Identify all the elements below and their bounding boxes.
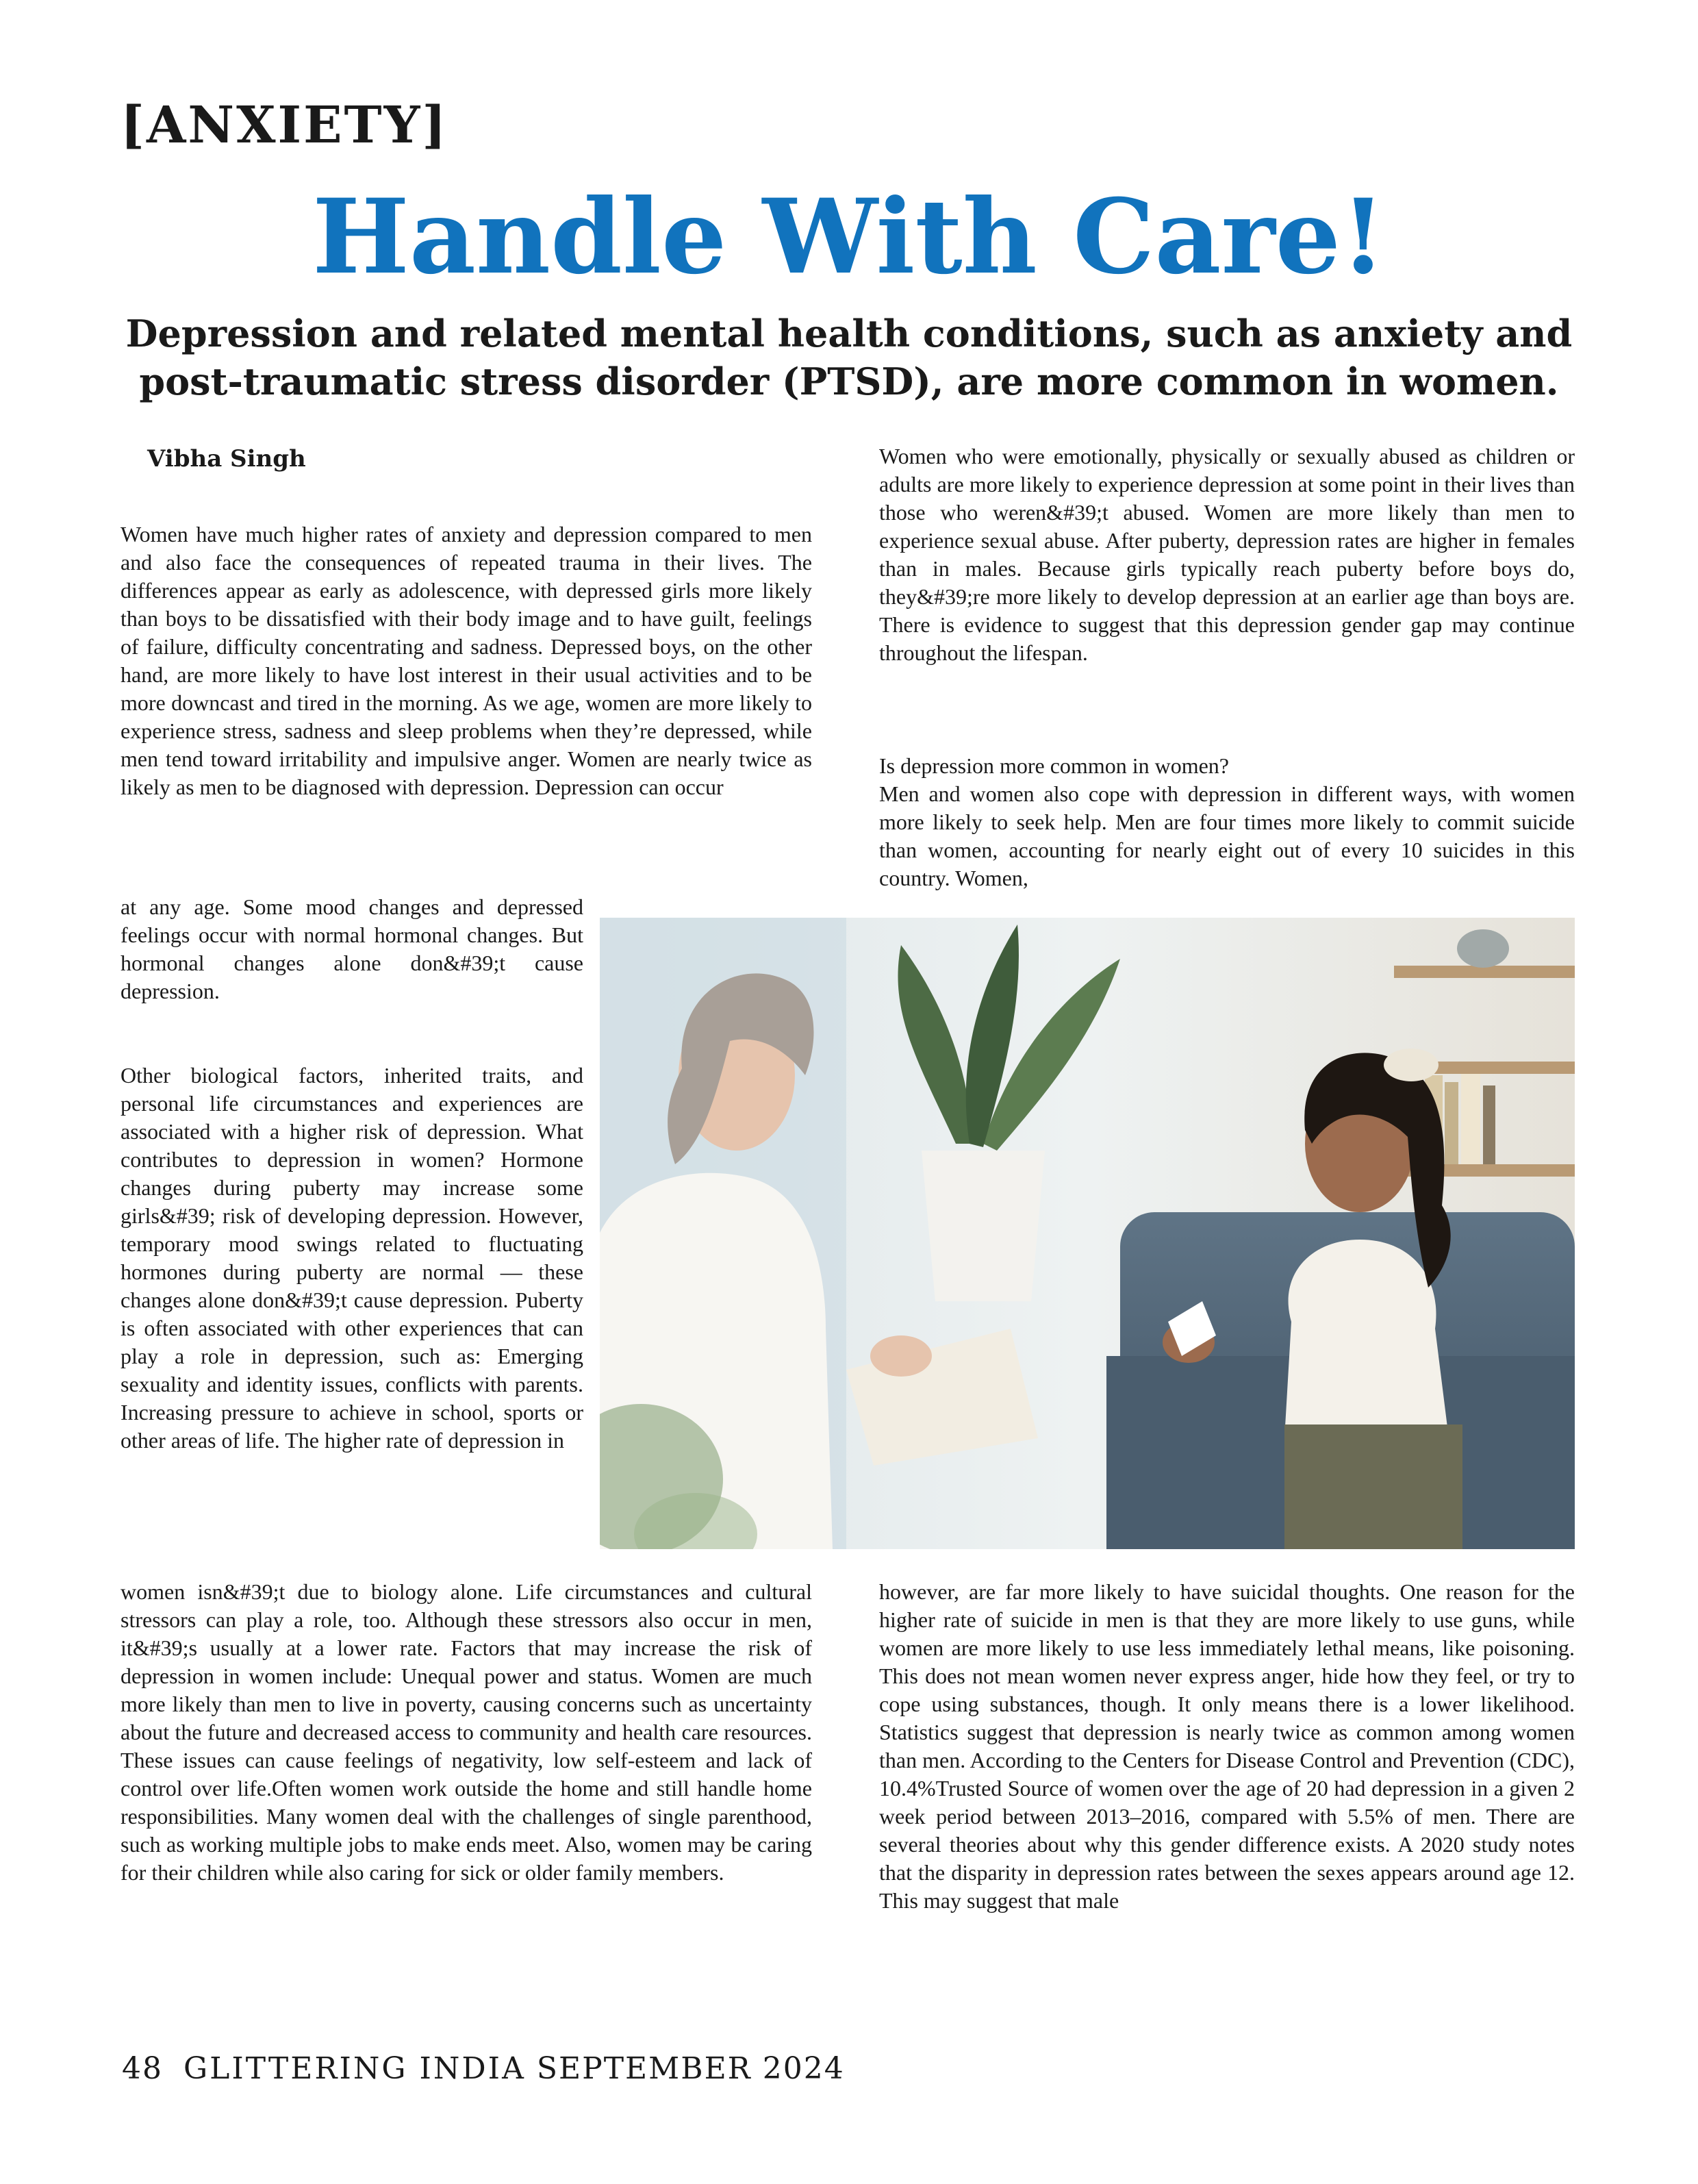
right-question: Is depression more common in women? xyxy=(879,753,1229,778)
magazine-name: GLITTERING INDIA xyxy=(183,2051,526,2086)
left-paragraph-2-full: women isn&#39;t due to biology alone. Life circumstances and cultural stressors can play a role, too. Although these stressors also occur in men, it&#39;s usually at a lower rate. Factors that may increase the risk of depression in women include: Unequal power and status. Women are much more likely than men to live in poverty, causing concerns such as uncertainty about the future and decreased access to community and health care resources. These issues can cause feelings of negativity, low self-esteem and lack of control over life.Often women work outside the home and still handle home responsibilities. Many women deal with the challenges of single parenthood, such as working multiple jobs to make ends meet. Also, women may be caring for their children while also caring for sick or older family members. xyxy=(121,1579,812,1885)
right-paragraph-2: Men and women also cope with depression in different ways, with women more likely to seek help. Men are four times more likely to commit suicide than women, accounting for nearly eight out of every 10 suicides in this country. Women, xyxy=(879,781,1575,890)
headline: Handle With Care! xyxy=(312,177,1386,297)
byline: Vibha Singh xyxy=(147,445,306,473)
right-paragraph-1: Women who were emotionally, physically or sexually abused as children or adults are more likely to experience depression at some point in their lives than those who weren&#39;t abused. Women are more likely than men to experience sexual abuse. After puberty, depression rates are higher in females than in males. Because girls typically reach puberty before boys do, they&#39;re more likely to develop depression at an earlier age than boys are. There is evidence to suggest that this depression gender gap may continue throughout the lifespan. xyxy=(879,444,1575,665)
page-number: 48 xyxy=(122,2051,163,2086)
issue-date: SEPTEMBER 2024 xyxy=(536,2051,845,2086)
therapy-session-photo xyxy=(600,918,1575,1549)
left-paragraph-1: Women have much higher rates of anxiety and depression compared to men and also face the consequences of repeated trauma in their lives. The differences appear as early as adolescence, with depressed girls more likely than boys to be dissatisfied with their body image and to have guilt, feelings of failure, difficulty concentrating and sadness. Depressed boys, on the other hand, are more likely to have lost interest in their usual activities and to be more downcast and tired in the morning. As we age, women are more likely to experience stress, sadness and sleep problems when they’re depressed, while men tend toward irritability and impulsive anger. Women are nearly twice as likely as men to be diagnosed with depression. Depression can occur xyxy=(121,522,812,799)
section-tag: [ANXIETY] xyxy=(121,96,448,155)
page-footer xyxy=(122,2051,845,2086)
right-paragraph-3: however, are far more likely to have suicidal thoughts. One reason for the higher rate of suicide in men is that they are more likely to use guns, while women are more likely to use less immediately lethal means, like poisoning. This does not mean women never express anger, hide how they feel, or try to cope using substances, though. It only means there is a lower likelihood. Statistics suggest that depression is nearly twice as common among women than men. According to the Centers for Disease Control and Prevention (CDC), 10.4%Trusted Source of women over the age of 20 had depression in a given 2 week period between 2013–2016, compared with 5.5% of men. There are several theories about why this gender difference exists. A 2020 study notes that the disparity in depression rates between the sexes appears around age 12. This may suggest that male xyxy=(879,1579,1575,1913)
deck: Depression and related mental health conditions, such as anxiety and post-traumatic stress disorder (PTSD), are more common in women. xyxy=(125,312,1573,403)
left-paragraph-1-wrap: at any age. Some mood changes and depressed feelings occur with normal hormonal changes. But hormonal changes alone don&#39;t cause depression. xyxy=(121,894,583,1003)
left-paragraph-2-wrap: Other biological factors, inherited traits, and personal life circumstances and experiences are associated with a higher risk of depression. What contributes to depression in women? Hormone changes during puberty may increase some girls&#39; risk of developing depression. However, temporary mood swings related to fluctuating hormones during puberty are normal — these changes alone don&#39;t cause depression. Puberty is often associated with other experiences that can play a role in depression, such as: Emerging sexuality and identity issues, conflicts with parents. Increasing pressure to achieve in school, sports or other areas of life. The higher rate of depression in xyxy=(121,1063,583,1453)
